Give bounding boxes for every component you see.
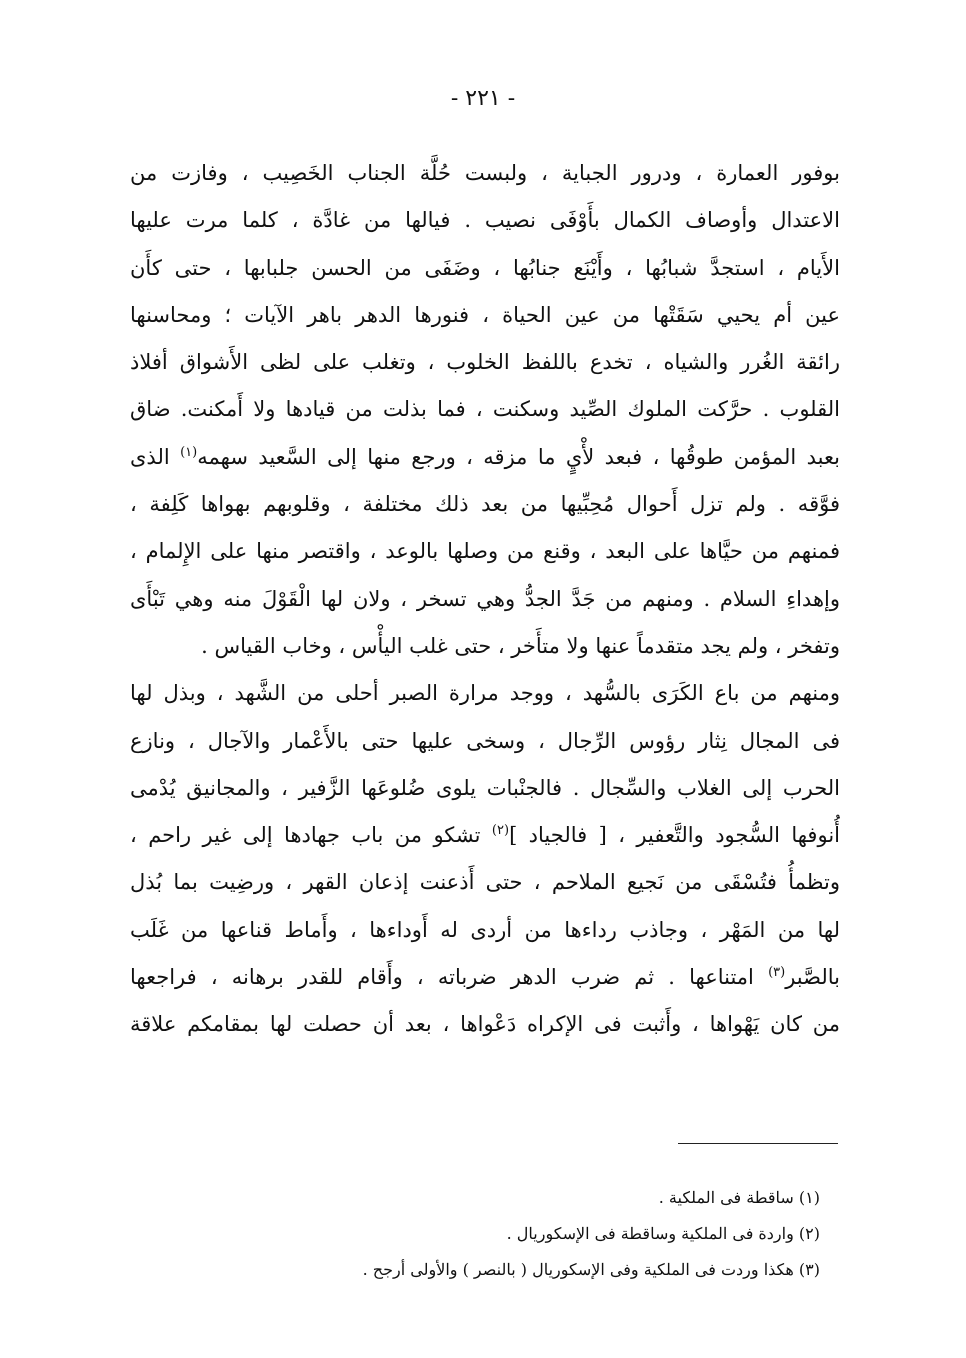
page-number: - ٢٢١ - <box>450 86 516 111</box>
text-segment: بالصَّبر <box>785 965 840 990</box>
footnote-ref-1: (١) <box>180 444 198 460</box>
text-line: رائقة الغُرر والشياه ، تخدع باللفظ الخلوب ، وتغلب على لظى الأَشواق أفلاذ <box>130 350 840 375</box>
text-segment: تشكو من باب جهادها إلى غير راحم ، <box>130 823 481 848</box>
footnote-ref-3: (٣) <box>768 965 786 981</box>
footnotes <box>200 1180 820 1288</box>
text-segment: امتناعها . ثم ضرب الدهر ضرباته ، وأَقام للقدر برهانه ، فراجعها <box>130 965 754 990</box>
footnote-divider <box>678 1143 838 1144</box>
text-line: من كان يَهْواها ، وأَثبت فى الإكراه دَعْواها ، بعد أن حصلت لها بمقامكم علاقة <box>130 1012 840 1037</box>
main-text <box>130 150 840 1049</box>
text-line <box>130 954 840 1001</box>
text-line: وإهداءِ السلام . ومنهم من جَدَّ الجدُّ وهي تسخر ، ولان لها الْقَوْلَ منه وهي تَبْأَى <box>130 586 840 611</box>
text-line: القلوب . حرَّكت الملوك الصِّيد وسكنت ، فما بذلت من قيادها ولا أَمكنت. ضاق <box>130 397 840 422</box>
footnote-ref-2: (٢) <box>491 823 510 839</box>
text-line: لها من المَهْر ، وجاذب رداءها من أردى له أَوداءها ، وأَماط قناعها من غَلَب <box>130 917 840 942</box>
text-line: الأَيام ، استجدَّ شبابُها ، وأَيْنَع جنابُها ، وضَفَى من الحسن جلبابها ، حتى كأَن <box>130 255 840 280</box>
footnote-1: (١) ساقطة فى الملكية . <box>658 1188 820 1207</box>
text-line: وتفخر ، ولم يجد متقدماً عنها ولا متأَخر ، حتى غلب اليأْس ، وخاب القياس . <box>201 633 840 658</box>
text-line: وتظمأُ فتُسْقَى من نَجيع الملاحم ، حتى أَذعنت إذعان القهر ، ورضِيت بما بُذل <box>130 870 840 895</box>
text-segment: الذى <box>130 444 170 469</box>
footnote-3: (٣) هكذا وردت فى الملكية وفى الإسكوريال ( بالنصر ) والأولى أرجح . <box>362 1260 820 1279</box>
text-segment: أُنوفها السُّجود والتَّعفير ، [ فالجياد ] <box>509 823 840 848</box>
text-line: ومنهم من باع الكَرَى بالسُّهد ، ووجد مرارة الصبر أحلى من الشَّهد ، وبذل لها <box>130 681 840 706</box>
text-line <box>130 434 840 481</box>
footnote-2: (٢) واردة فى الملكية وساقطة فى الإسكوريال . <box>506 1224 820 1243</box>
text-line <box>130 812 840 859</box>
text-line: عين أم يحيي سَقَتْها من عين الحياة ، فنورها الدهر باهر الآيات ؛ ومحاسنها <box>130 302 840 327</box>
text-segment: بعبد المؤمن طوقُها ، فبعد لأْيٍ ما مزقه ، ورجع منها إلى السَّعيد سهمه <box>197 444 840 469</box>
text-line: فى المجال نِثار رؤوس الرِّجال ، وسخى عليها حتى بالأَعْمار والآجال ، ونازع <box>130 728 840 753</box>
text-line: فمنهم من حيَّاها على البعد ، وقنع من وصلها بالوعد ، واقتصر منها على الإِلمام ، <box>130 539 840 564</box>
text-line: فوَّقه . ولم تزل أَحوال مُحِبِّيها من بعد ذلك مختلفة ، وقلوبهم بهواها كَلِفة ، <box>130 492 840 517</box>
text-line: الحرب إلى الغلاب والسِّجال . فالجنْبات يلوى ضُلوعَها الزَّفير ، والمجانيق يُدْمى <box>130 775 840 800</box>
text-line: بوفور العمارة ، ودرور الجباية ، ولبست حُلَّة الجناب الخَصِيب ، وفازت من <box>130 161 840 185</box>
text-line: الاعتدال وأوصاف الكمال بأَوْفَى نصيب . فيالها من غادَّة ، كلما مرت عليها <box>130 208 840 233</box>
